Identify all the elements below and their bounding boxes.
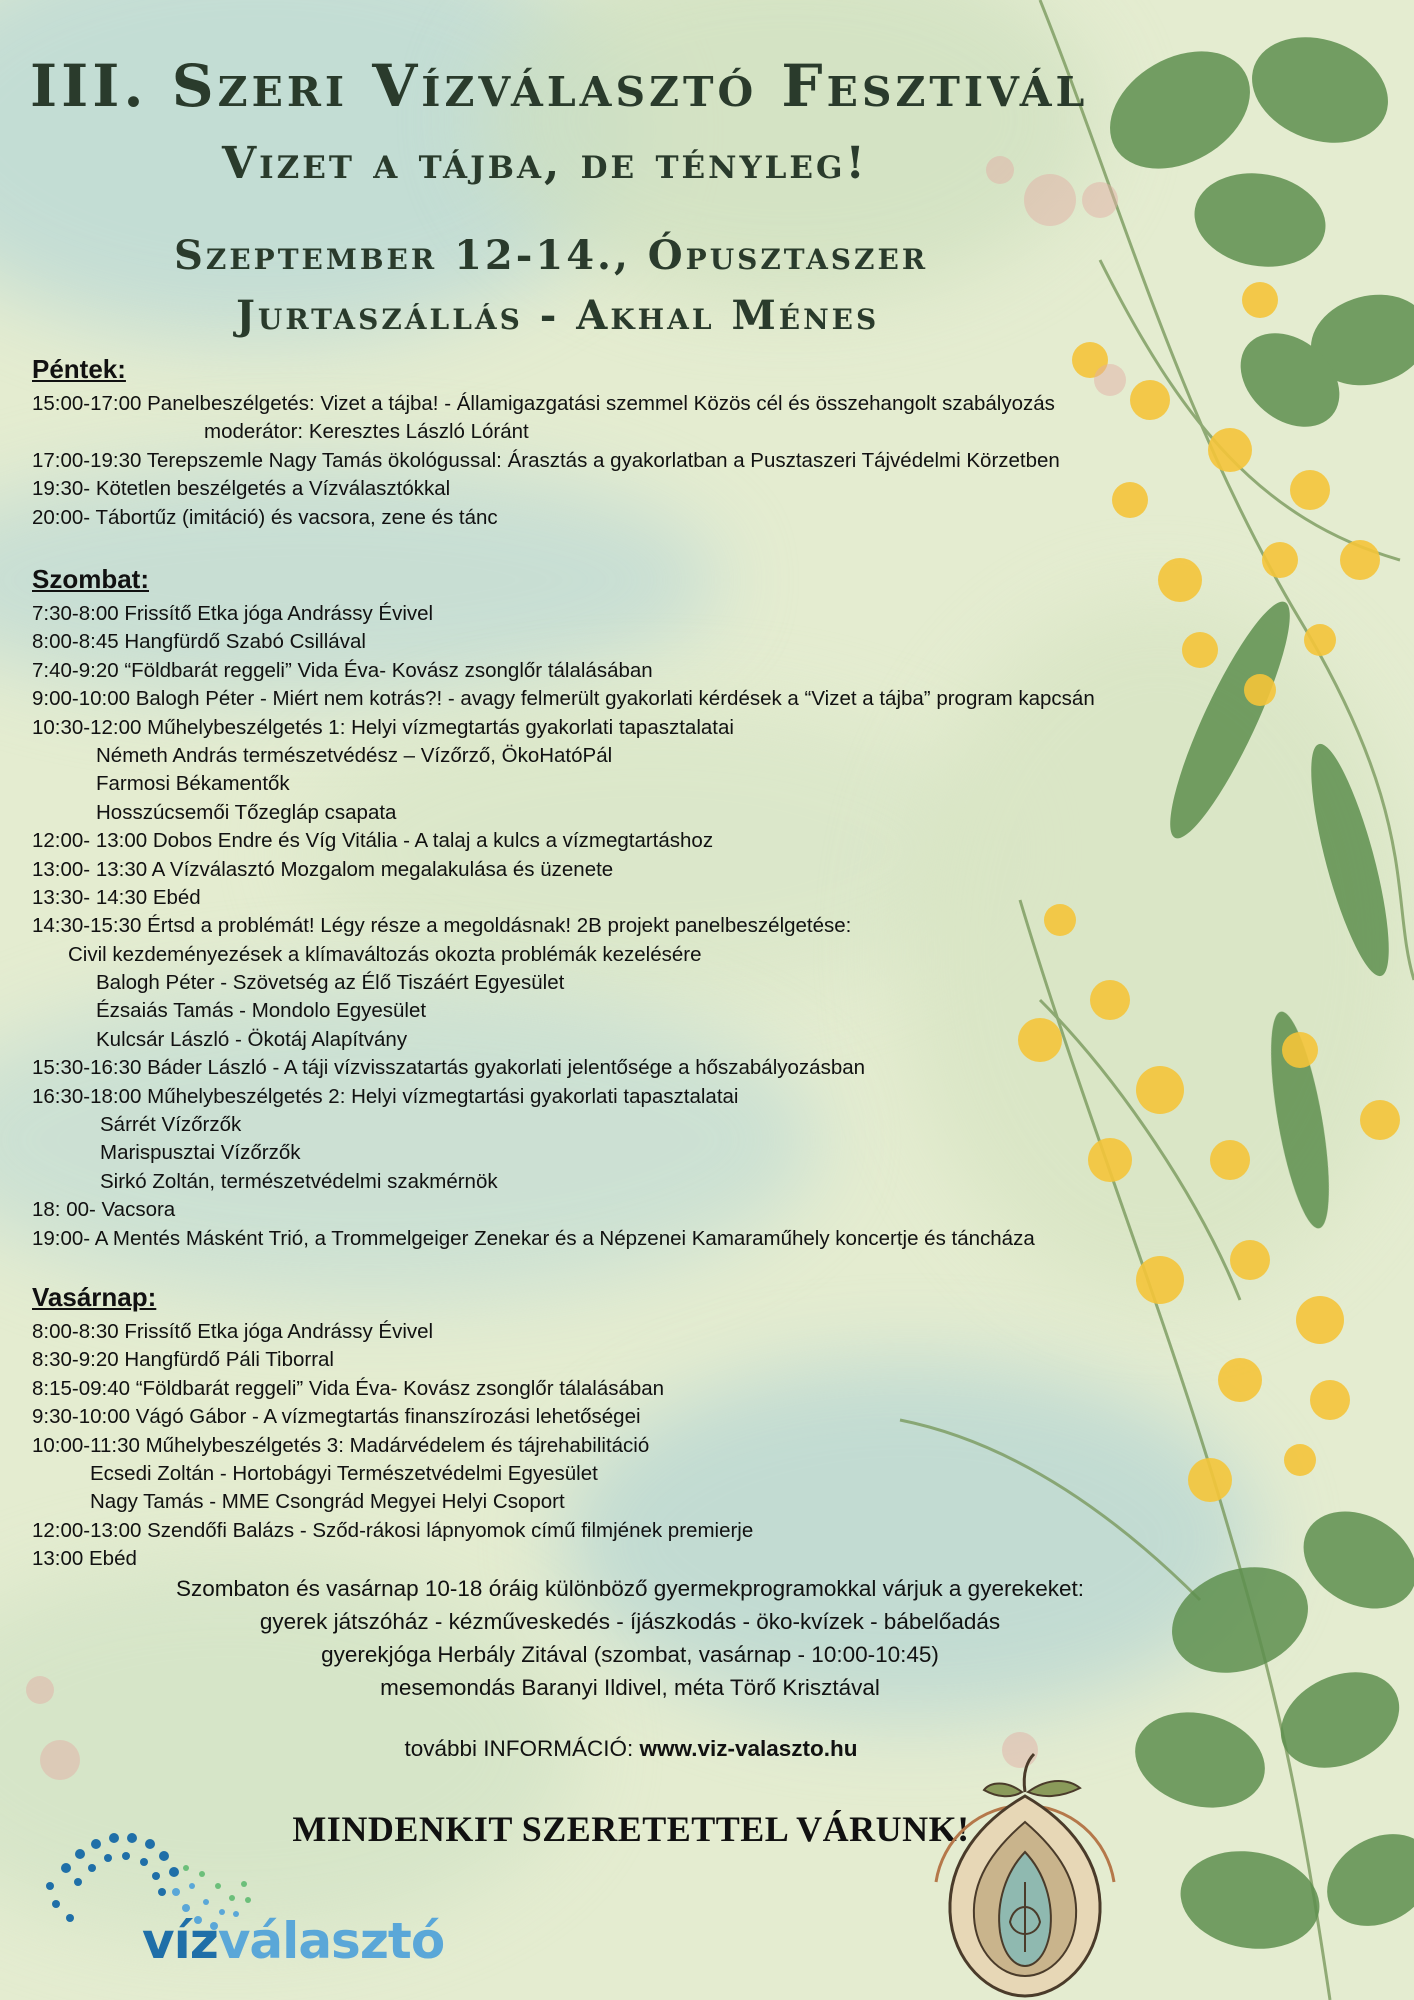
schedule-item: Farmosi Békamentők [96,772,290,796]
schedule-item: 8:00-8:30 Frissítő Etka jóga Andrássy Évivel [32,1320,434,1343]
schedule-item: 15:00-17:00 Panelbeszélgetés: Vizet a tájba! - Államigazgatási szemmel Közös cél és összehangolt szabályozás [32,392,1055,415]
schedule-item: Balogh Péter - Szövetség az Élő Tiszáért Egyesület [96,971,565,995]
schedule-item: Hosszúcsemői Tőzegláp csapata [96,800,397,824]
festival-title: III. Szeri Vízválasztó Fesztivál [30,52,1089,120]
kids-programme [0,1572,1260,1704]
festival-venue: Jurtaszállás - Akhal Ménes [236,292,880,339]
schedule-item: Nagy Tamás - MME Csongrád Megyei Helyi Csoport [90,1490,565,1514]
schedule-item: Marispusztai Vízőrzők [100,1141,301,1165]
schedule-item: 14:30-15:30 Értsd a problémát! Légy része a megoldásnak! 2B projekt panelbeszélgetése: [32,914,852,938]
schedule-item: Ecsedi Zoltán - Hortobágyi Természetvédelmi Egyesület [90,1461,598,1485]
schedule-item: 13:00- 13:30 A Vízválasztó Mozgalom megalakulása és üzenete [32,857,614,881]
website-link[interactable]: www.viz-valaszto.hu [639,1736,858,1761]
schedule-item: 7:40-9:20 “Földbarát reggeli” Vida Éva- Kovász zsonglőr tálalásában [32,658,653,682]
kids-line: gyerekjóga Herbály Zitával (szombat, vasárnap - 10:00-10:45) [321,1642,939,1667]
saturday-schedule [32,600,1095,1253]
schedule-item: Sirkó Zoltán, természetvédelmi szakmérnök [100,1169,498,1193]
schedule-item: 12:00-13:00 Szendőfi Balázs - Sződ-rákosi lápnyomok című filmjének premierje [32,1518,754,1542]
schedule-item: 18: 00- Vacsora [32,1198,176,1222]
schedule-item: 19:00- A Mentés Másként Trió, a Trommelgeiger Zenekar és a Népzenei Kamaraműhely koncertje és táncháza [32,1226,1035,1250]
logo-text-part2: választó [217,1912,445,1970]
schedule-item: 10:30-12:00 Műhelybeszélgetés 1: Helyi vízmegtartás gyakorlati tapasztalatai [32,715,734,739]
schedule-item: 8:30-9:20 Hangfürdő Páli Tiborral [32,1348,334,1372]
schedule-item: 19:30- Kötetlen beszélgetés a Vízválasztókkal [32,477,451,501]
schedule-item: Ézsaiás Tamás - Mondolo Egyesület [96,999,427,1023]
kids-line: Szombaton és vasárnap 10-18 óráig különböző gyermekprogramokkal várjuk a gyerekeket: [176,1576,1084,1601]
schedule-item: Németh András természetvédész – Vízőrző, ÖkoHatóPál [96,743,613,767]
kids-line: mesemondás Baranyi Ildivel, méta Törő Krisztával [380,1675,880,1700]
sunday-schedule [32,1318,753,1574]
info-label: további INFORMÁCIÓ: [404,1736,640,1761]
logo-text-part1: víz [142,1912,218,1970]
festival-date-location: Szeptember 12-14., Ópusztaszer [174,232,929,279]
schedule-item: 17:00-19:30 Terepszemle Nagy Tamás ökológussal: Árasztás a gyakorlatban a Pusztaszeri Tájvédelmi Körzetben [32,448,1060,472]
schedule-item: Civil kezdeményezések a klímaváltozás okozta problémák kezelésére [68,942,702,966]
schedule-item: 16:30-18:00 Műhelybeszélgetés 2: Helyi vízmegtartási gyakorlati tapasztalatai [32,1084,739,1108]
schedule-item: moderátor: Keresztes László Lóránt [204,420,529,444]
saturday-heading: Szombat: [32,564,149,594]
vizvalaszto-logo-text [142,1912,444,1970]
friday-schedule [32,390,1060,532]
schedule-item: 10:00-11:30 Műhelybeszélgetés 3: Madárvédelem és tájrehabilitáció [32,1433,650,1457]
schedule-item: 13:00 Ebéd [32,1547,137,1571]
schedule-item: 8:00-8:45 Hangfürdő Szabó Csillával [32,630,366,654]
schedule-item: 15:30-16:30 Báder László - A táji vízvisszatartás gyakorlati jelentősége a hőszabályozásban [32,1056,866,1080]
festival-emblem [910,1752,1140,2000]
friday-heading: Péntek: [32,354,126,384]
sunday-heading: Vasárnap: [32,1282,157,1312]
welcome-message: MINDENKIT SZERETETTEL VÁRUNK! [292,1809,970,1849]
schedule-item: 20:00- Tábortűz (imitáció) és vacsora, zene és tánc [32,505,498,529]
schedule-item: 13:30- 14:30 Ebéd [32,885,201,909]
schedule-item: Sárrét Vízőrzők [100,1113,242,1137]
schedule-item: 7:30-8:00 Frissítő Etka jóga Andrássy Évivel [32,602,434,625]
schedule-item: 9:00-10:00 Balogh Péter - Miért nem kotrás?! - avagy felmerült gyakorlati kérdések a “Vizet a tájba” program kapcsán [32,687,1095,711]
kids-line: gyerek játszóház - kézműveskedés - íjászkodás - öko-kvízek - bábelőadás [259,1609,1001,1634]
schedule-item: 8:15-09:40 “Földbarát reggeli” Vida Éva- Kovász zsonglőr tálalásában [32,1376,665,1400]
schedule-item: 12:00- 13:00 Dobos Endre és Víg Vitália - A talaj a kulcs a vízmegtartáshoz [32,829,714,853]
festival-subtitle: Vizet a tájba, de tényleg! [222,138,868,189]
schedule-item: 9:30-10:00 Vágó Gábor - A vízmegtartás finanszírozási lehetőségei [32,1405,641,1429]
schedule-item: Kulcsár László - Ökotáj Alapítvány [96,1027,408,1051]
